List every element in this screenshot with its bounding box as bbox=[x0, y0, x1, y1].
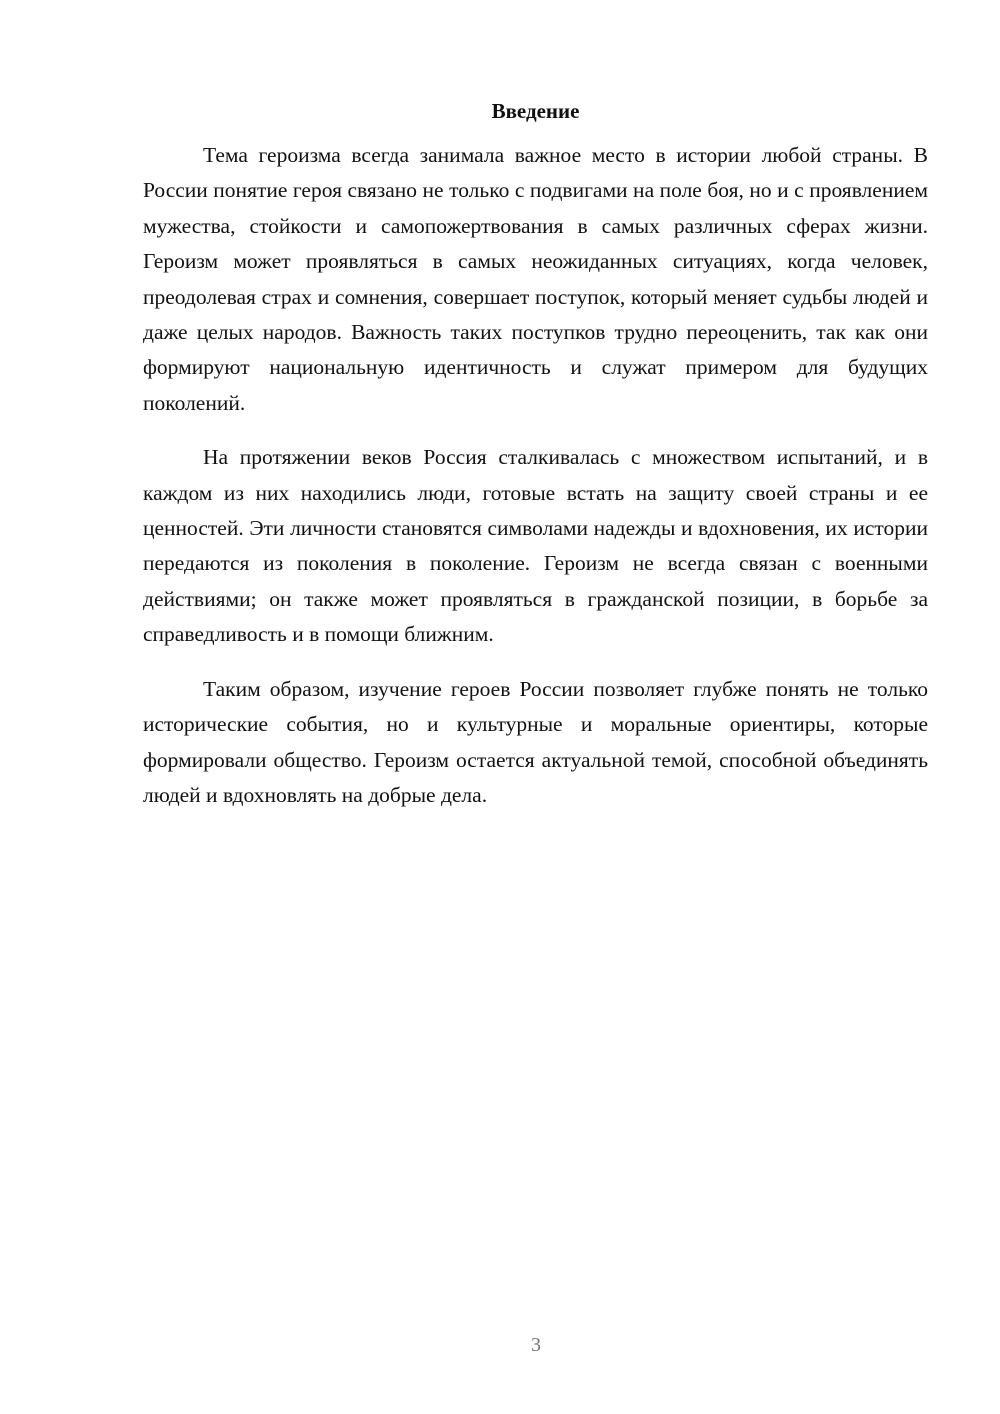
paragraph-1: Тема героизма всегда занимала важное место в истории любой страны. В России понятие героя связано не только с подвигами на поле боя, но и с проявлением мужества, стойкости и самопожертвования в самых различных сферах жизни. Героизм может проявляться в самых неожиданных ситуациях, когда человек, преодолевая страх и сомнения, совершает поступок, который меняет судьбы людей и даже целых народов. Важность таких поступков трудно переоценить, так как они формируют национальную идентичность и служат примером для будущих поколений. bbox=[143, 143, 928, 415]
page-content bbox=[143, 96, 928, 832]
section-heading: Введение bbox=[491, 99, 580, 123]
paragraph-2: На протяжении веков Россия сталкивалась с множеством испытаний, и в каждом из них находились люди, готовые встать на защиту своей страны и ее ценностей. Эти личности становятся символами надежды и вдохновения, их истории передаются из поколения в поколение. Героизм не всегда связан с военными действиями; он также может проявляться в гражданской позиции, в борьбе за справедливость и в помощи ближним. bbox=[143, 445, 928, 647]
page-number: 3 bbox=[531, 1334, 541, 1356]
paragraph-3: Таким образом, изучение героев России позволяет глубже понять не только исторические события, но и культурные и моральные ориентиры, которые формировали общество. Героизм остается актуальной темой, способной объединять людей и вдохновлять на добрые дела. bbox=[143, 676, 928, 807]
